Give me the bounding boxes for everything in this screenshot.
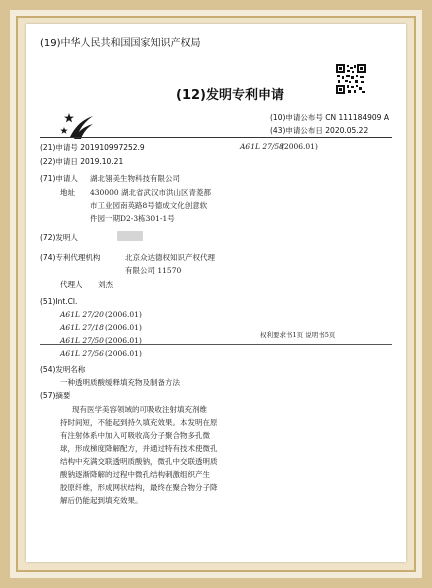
invention-title-label: (54)发明名称	[40, 365, 86, 374]
ipc-label: (51)Int.Cl.	[40, 297, 78, 306]
ipc-code-4: A61L 27/56	[60, 349, 104, 358]
ipc-main-code: A61L 27/58	[240, 142, 284, 151]
invention-title: 一种透明质酸缓释填充物及制备方法	[60, 378, 180, 387]
ipc-code-3: A61L 27/50	[60, 336, 104, 345]
ipc-version-2: (2006.01)	[105, 323, 142, 332]
agent-value: 刘杰	[98, 280, 113, 289]
publication-date: (43)申请公布日 2020.05.22	[270, 126, 369, 135]
agent-label: 代理人	[60, 280, 83, 289]
authority-heading: (19)中华人民共和国国家知识产权局	[40, 38, 201, 49]
abstract-line: 结构中充满交联透明质酸钠，微孔中交联透明质	[60, 457, 218, 466]
abstract-label: (57)摘要	[40, 391, 71, 400]
address-line-2: 市工业园南英路8号德成文化创意软	[90, 201, 208, 210]
ipc-main-version: (2006.01)	[281, 142, 318, 151]
header-divider	[40, 137, 392, 138]
address-line-3: 件园一期D2-3栋301-1号	[90, 214, 175, 223]
ipc-code-1: A61L 27/20	[60, 310, 104, 319]
abstract-line: 持时间短，不能起到持久填充效果。本发明在原	[60, 418, 218, 427]
abstract-line: 有注射体系中加入可吸收高分子聚合物多孔微	[60, 431, 210, 440]
abstract-line: 解后仍能起到填充效果。	[60, 496, 143, 505]
document-type-title: (12)发明专利申请	[176, 88, 284, 103]
inventor-label: (72)发明人	[40, 233, 78, 242]
abstract-line: 现有医学美容领域的可吸收注射填充剂维	[72, 405, 207, 414]
biblio-divider	[40, 344, 392, 345]
abstract-line: 酸钠逐渐降解的过程中微孔结构刺激组织产生	[60, 470, 210, 479]
applicant-value: 湖北翎美生物科技有限公司	[90, 174, 180, 183]
abstract-line: 球，形成梯度降解配方，并通过特有技术使微孔	[60, 444, 218, 453]
address-label: 地址	[60, 188, 75, 197]
ipc-code-2: A61L 27/18	[60, 323, 104, 332]
page-count: 权利要求书1页 说明书5页	[260, 331, 336, 339]
patent-page	[26, 24, 406, 562]
agency-line-1: 北京众达德权知识产权代理	[125, 253, 215, 262]
publication-number: (10)申请公布号 CN 111184909 A	[270, 113, 389, 122]
qr-code	[336, 64, 366, 94]
ipc-version-1: (2006.01)	[105, 310, 142, 319]
filing-date: (22)申请日 2019.10.21	[40, 157, 124, 166]
inventor-redacted	[117, 231, 143, 241]
address-line-1: 430000 湖北省武汉市洪山区青菱都	[90, 188, 212, 197]
ipc-version-3: (2006.01)	[105, 336, 142, 345]
ipc-version-4: (2006.01)	[105, 349, 142, 358]
applicant-label: (71)申请人	[40, 174, 78, 183]
agency-label: (74)专利代理机构	[40, 253, 101, 262]
agency-line-2: 有限公司 11570	[125, 266, 182, 275]
abstract-line: 胶原纤维，形成网状结构，最终在聚合物分子降	[60, 483, 218, 492]
application-number: (21)申请号 201910997252.9	[40, 143, 145, 152]
